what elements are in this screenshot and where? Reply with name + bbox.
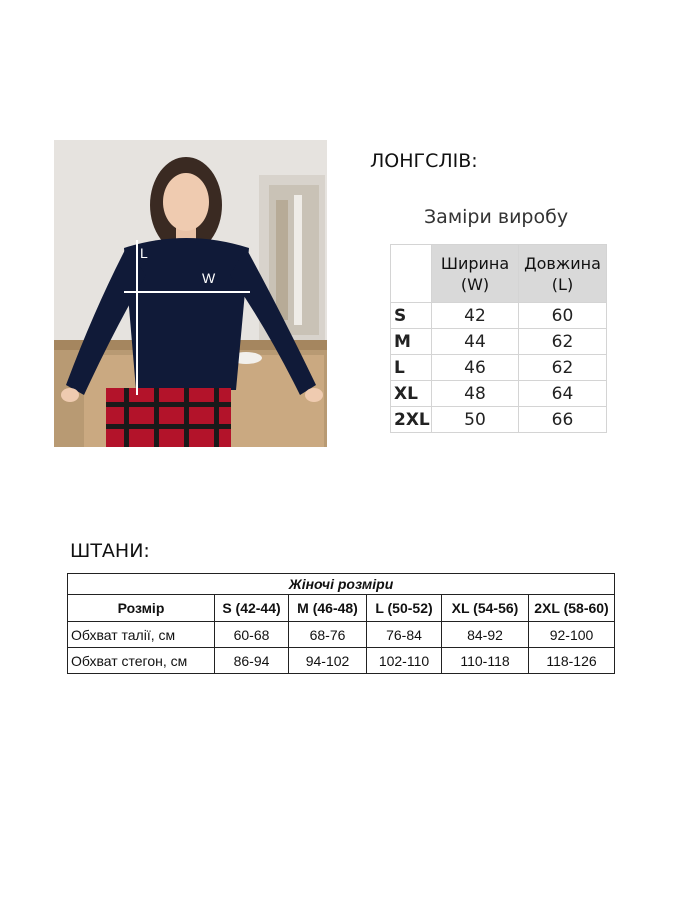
table-caption-row (68, 574, 615, 595)
column-header: XL (54-56) (442, 595, 529, 622)
size-cell: M (391, 329, 432, 355)
table-row (391, 329, 607, 355)
table-cell: 102-110 (367, 648, 442, 674)
width-cell: 48 (432, 381, 519, 407)
column-header: S (42-44) (215, 595, 289, 622)
column-header-size: Розмір (68, 595, 215, 622)
table-row (391, 303, 607, 329)
table-cell: 94-102 (289, 648, 367, 674)
length-cell: 66 (519, 407, 607, 433)
length-cell: 62 (519, 329, 607, 355)
length-cell: 60 (519, 303, 607, 329)
table-row (391, 355, 607, 381)
table-cell: 60-68 (215, 622, 289, 648)
width-marker-label: W (202, 270, 216, 286)
row-label: Обхват талії, см (68, 622, 215, 648)
table-row (391, 407, 607, 433)
header-width-line2: (W) (460, 274, 490, 294)
size-cell: S (391, 303, 432, 329)
column-header: M (46-48) (289, 595, 367, 622)
table-row (68, 648, 615, 674)
size-cell: XL (391, 381, 432, 407)
column-header: 2XL (58-60) (529, 595, 615, 622)
table-cell: 92-100 (529, 622, 615, 648)
table-cell: 86-94 (215, 648, 289, 674)
table-cell: 68-76 (289, 622, 367, 648)
length-marker-label: L (140, 245, 148, 261)
width-cell: 44 (432, 329, 519, 355)
table-cell: 110-118 (442, 648, 529, 674)
width-cell: 50 (432, 407, 519, 433)
product-photo (54, 140, 327, 447)
header-corner-cell (391, 245, 432, 303)
table-caption: Жіночі розміри (68, 574, 615, 595)
header-length-line2: (L) (551, 274, 574, 294)
table-cell: 76-84 (367, 622, 442, 648)
pants-size-table (67, 573, 615, 674)
length-cell: 64 (519, 381, 607, 407)
size-cell: L (391, 355, 432, 381)
table-row (68, 622, 615, 648)
header-length (519, 245, 607, 303)
header-width (432, 245, 519, 303)
length-cell: 62 (519, 355, 607, 381)
header-length-line1: Довжина (524, 253, 601, 273)
size-cell: 2XL (391, 407, 432, 433)
model-illustration (54, 140, 327, 447)
table-header-row (391, 245, 607, 303)
measurements-subtitle: Заміри виробу (424, 206, 569, 228)
pants-title: ШТАНИ: (70, 540, 150, 562)
longsleeve-size-table (390, 244, 607, 433)
table-row (391, 381, 607, 407)
width-cell: 42 (432, 303, 519, 329)
column-header: L (50-52) (367, 595, 442, 622)
header-width-line1: Ширина (440, 253, 510, 273)
longsleeve-title: ЛОНГСЛІВ: (370, 150, 478, 172)
row-label: Обхват стегон, см (68, 648, 215, 674)
table-cell: 118-126 (529, 648, 615, 674)
table-cell: 84-92 (442, 622, 529, 648)
table-header-row (68, 595, 615, 622)
width-cell: 46 (432, 355, 519, 381)
